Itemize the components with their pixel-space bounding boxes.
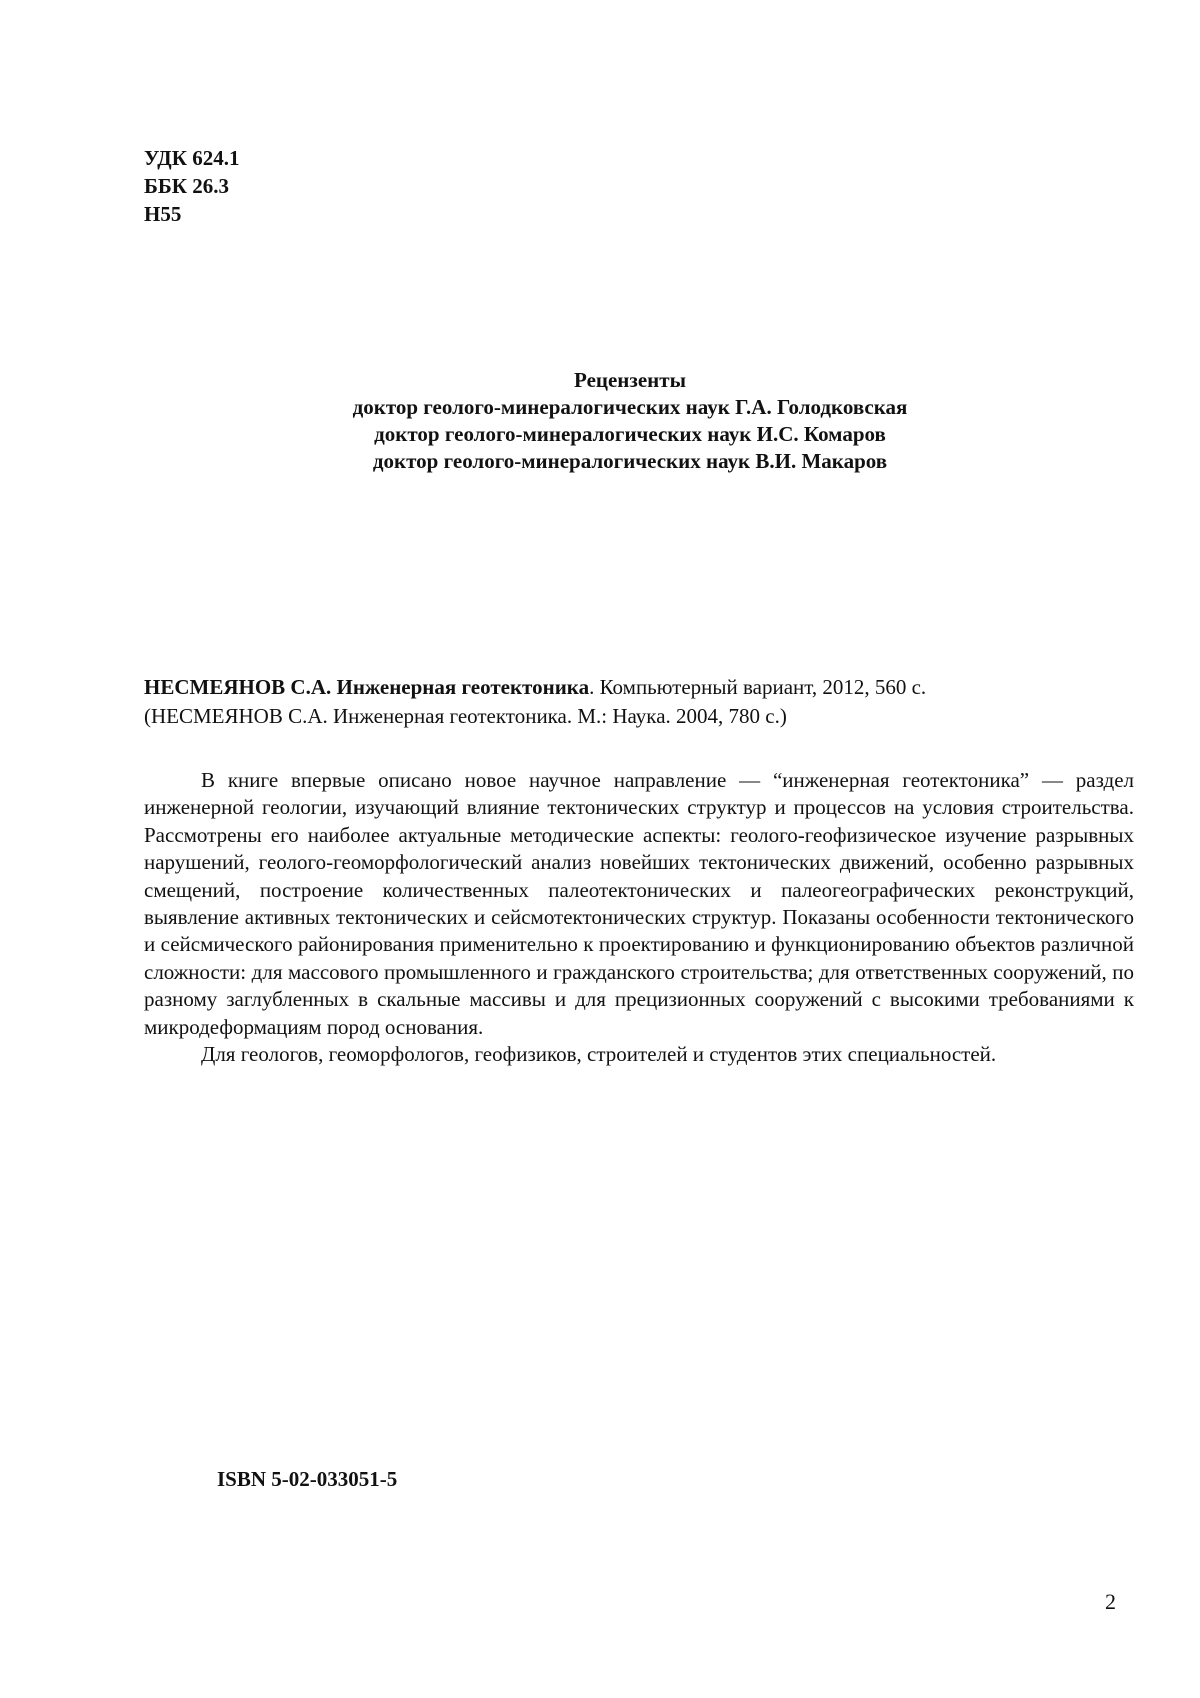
- reviewers-block: [200, 367, 1060, 475]
- original-edition: (НЕСМЕЯНОВ С.А. Инженерная геотектоника. М.: Наука. 2004, 780 с.): [144, 702, 1134, 731]
- isbn: ISBN 5-02-033051-5: [217, 1467, 397, 1492]
- abstract-paragraph: В книге впервые описано новое научное направление — “инженерная геотектоника” — раздел инженерной геологии, изучающий влияние тектонических структур и процессов на ус­ловия строительства. Рассмотрены его наиболее актуальные методические аспекты: геолого-геофизическое изучение разрывных нарушений, геолого-геоморфологический анализ новейших тектонических движений, особенно разрывных смещений, построение количественных палео­тектонических и палеогеографических реконструкций, выявление активных тектонических и сейсмотектонических структур. Показаны особенности тектонического и сейсмического рай­онирования применительно к проектированию и функционированию объектов различной слож­ности: для массового промышленного и гражданского строительства; для ответственных со­оружений, по разному заглубленных в скальные массивы и для прецизионных сооружений с высокими требованиями к микродеформациям пород основания.: [144, 767, 1134, 1041]
- bibliographic-line: [144, 673, 1134, 702]
- reviewer-3: доктор геолого-минералогических наук В.И. Макаров: [200, 448, 1060, 475]
- reviewers-heading: Рецензенты: [200, 367, 1060, 394]
- udk-code: УДК 624.1: [144, 144, 239, 172]
- audience-paragraph: Для геологов, геоморфологов, геофизиков, строителей и студентов этих специальностей.: [144, 1041, 1134, 1068]
- page-number: 2: [1105, 1589, 1116, 1615]
- document-page: [0, 0, 1200, 1698]
- edition-details: . Компьютерный вариант, 2012, 560 с.: [589, 675, 926, 699]
- reviewer-2: доктор геолого-минералогических наук И.С. Комаров: [200, 421, 1060, 448]
- author-title: НЕСМЕЯНОВ С.А. Инженерная геотектоника: [144, 675, 589, 699]
- author-mark: Н55: [144, 200, 239, 228]
- classification-codes: [144, 144, 239, 228]
- abstract: [144, 767, 1134, 1068]
- bbk-code: ББК 26.3: [144, 172, 239, 200]
- bibliographic-record: [144, 673, 1134, 731]
- reviewer-1: доктор геолого-минералогических наук Г.А. Голодковская: [200, 394, 1060, 421]
